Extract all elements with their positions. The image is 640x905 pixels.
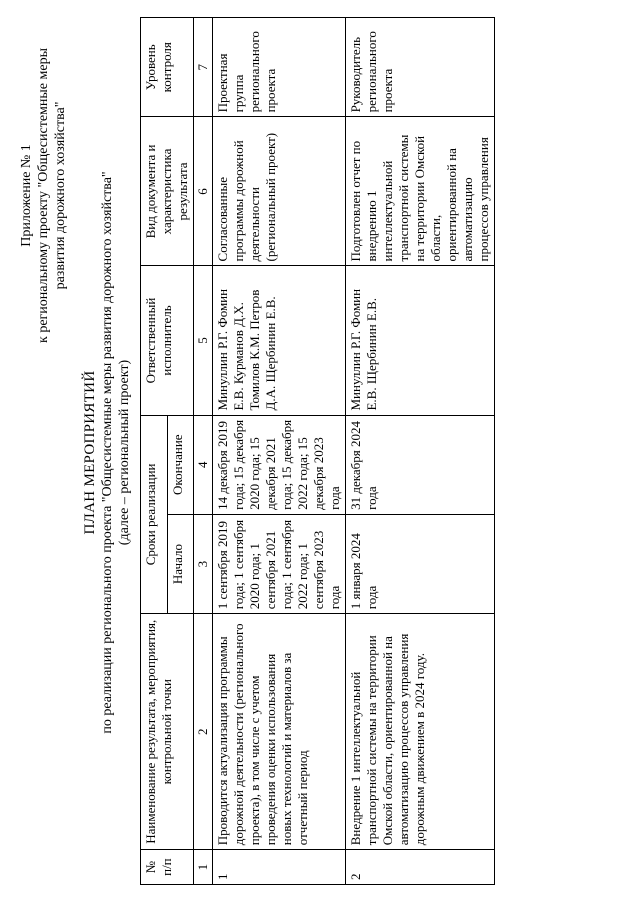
row-doc: Подготовлен отчет по внедрению 1 интеллектуальной транспортной системы на территории Омской области, ориентированной на автоматизацию процессов управления	[346, 117, 495, 266]
title-main: ПЛАН МЕРОПРИЯТИЙ	[82, 370, 98, 535]
document-title	[82, 0, 133, 905]
row-start: 1 января 2024 года	[346, 514, 495, 613]
column-number: 7	[194, 18, 213, 117]
header-doc: Вид документа и характеристика результата	[141, 117, 194, 266]
table-row	[213, 18, 346, 885]
column-number: 6	[194, 117, 213, 266]
header-name: Наименование результата, мероприятия, контрольной точки	[141, 614, 194, 850]
row-name: Проводится актуализация программы дорожной деятельности (регионального проекта), в том числе с учетом проведения оценки использования новых технологий и материалов за отчетный период	[213, 614, 346, 850]
column-number: 1	[194, 850, 213, 885]
header-responsible: Ответственный исполнитель	[141, 266, 194, 415]
row-end: 31 декабря 2024 года	[346, 415, 495, 514]
row-level: Проектная группа регионального проекта	[213, 18, 346, 117]
appendix-line-3: развития дорожного хозяйства"	[53, 101, 68, 290]
row-responsible: Минуллин Р.Г. Фомин Е.В. Курманов Д.Х. Томилов К.М. Петров Д.А. Щербинин Е.В.	[213, 266, 346, 415]
title-sub-2: (далее – региональный проект)	[117, 359, 132, 546]
header-end: Окончание	[167, 415, 194, 514]
column-numbers-row	[194, 18, 213, 885]
appendix-block	[18, 48, 69, 343]
row-doc: Согласованные программы дорожной деятельности (региональный проект)	[213, 117, 346, 266]
column-number: 4	[194, 415, 213, 514]
appendix-line-2: к региональному проекту "Общесистемные меры	[36, 48, 51, 343]
row-num: 1	[213, 850, 346, 885]
row-responsible: Минуллин Р.Г. Фомин Е.В. Щербинин Е.В.	[346, 266, 495, 415]
column-number: 5	[194, 266, 213, 415]
row-start: 1 сентября 2019 года; 1 сентября 2020 года; 1 сентября 2021 года; 1 сентября 2022 года; 1 сентября 2023 года	[213, 514, 346, 613]
header-row-1	[141, 18, 168, 885]
column-number: 2	[194, 614, 213, 850]
row-level: Руководитель регионального проекта	[346, 18, 495, 117]
plan-table	[140, 17, 495, 885]
header-num: № п/п	[141, 850, 194, 885]
row-name: Внедрение 1 интеллектуальной транспортной системы на территории Омской области, ориентированной на автоматизацию процессов управления дорожным движением в 2024 году.	[346, 614, 495, 850]
row-end: 14 декабря 2019 года; 15 декабря 2020 года; 15 декабря 2021 года; 15 декабря 2022 года; 15 декабря 2023 года	[213, 415, 346, 514]
header-start: Начало	[167, 514, 194, 613]
row-num: 2	[346, 850, 495, 885]
header-level: Уровень контроля	[141, 18, 194, 117]
table-row	[346, 18, 495, 885]
title-sub-1: по реализации регионального проекта "Общесистемные меры развития дорожного хозяйства"	[100, 171, 115, 734]
column-number: 3	[194, 514, 213, 613]
header-terms: Сроки реализации	[141, 415, 168, 614]
appendix-line-1: Приложение № 1	[19, 144, 34, 247]
